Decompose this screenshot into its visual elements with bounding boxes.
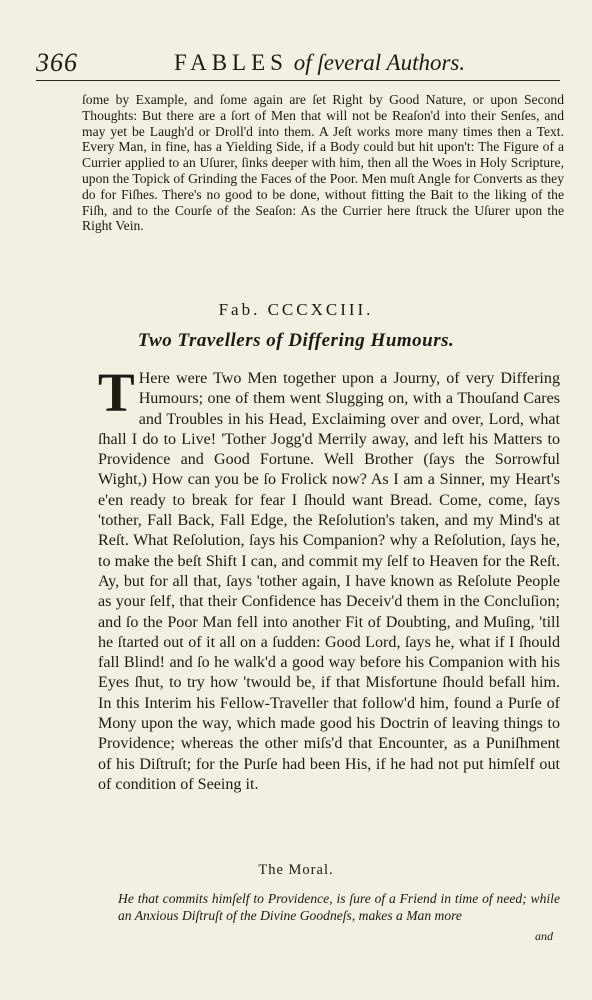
previous-fable-continuation: ſome by Example, and ſome again are ſet Right by Good Nature, or upon Second Thoughts: But there are a ſort of Men that will not be Reaſon'd into their Senſes, and may yet be Laugh'd or Droll'd into them. A Jeſt works more many times then a Text. Every Man, in fine, has a Yielding Side, if a Body could but hit upon't: The Figure of a Currier applied to an Uſurer, ſinks deeper with him, then all the Woes in Holy Scripture, upon the Topick of Grinding the Faces of the Poor. Men muſt Angle for Converts as they do for Fiſhes. There's no good to be done, without fitting the Bait to the liking of the Fiſh, and to the Courſe of the Seaſon: As the Currier here ſtruck the Uſurer upon the Right Vein. [82,92,564,234]
drop-cap: T [98,362,135,423]
fable-title: Two Travellers of Differing Humours. [137,330,455,351]
fable-text: Here were Two Men together upon a Journy, of very Differing Humours; one of them went Slugging on, with a Thouſand Cares and Troubles in his Head, Exclaiming over and over, Lord, what ſhall I do to Live! 'Tother Jogg'd Merrily away, and left his Matters to Providence and Good Fortune. Well Brother (ſays the Sorrowful Wight,) How can you be ſo Frolick now? As I am a Sinner, my Heart's e'en ready to break for fear I ſhould want Bread. Come, come, ſays 'tother, Fall Back, Fall Edge, the Reſolution's taken, and my Mind's at Reſt. What Reſolution, ſays his Companion? why a Reſolution, ſays he, to make the beſt Shift I can, and commit my ſelf to Heaven for the Reſt. Ay, but for all that, ſays 'tother again, I have known as Reſolute People as your ſelf, that their Confidence has Deceiv'd them in the Concluſion; and ſo the Poor Man fell into another Fit of Doubting, and Muſing, 'till he ſtarted out of it all on a ſudden: Good Lord, ſays he, what if I ſhould fall Blind! and ſo he walk'd a good way before his Companion with his Eyes ſhut, to try how 'twould be, if that Misfortune ſhould befall him. In this Interim his Fellow-Traveller that follow'd him, found a Purſe of Mony upon the way, which made good his Doctrin of leaving things to Providence; whereas the other miſs'd that Encounter, as a Puniſhment of his Diſtruſt; for the Purſe had been His, if he had not put himſelf out of condition of Seeing it. [98,370,560,793]
catchword: and [535,929,553,943]
fable-number: Fab. CCCXCIII. [218,300,374,319]
running-head-main: FABLES [174,50,288,75]
running-head-sub: of ſeveral Authors. [293,50,466,75]
page-header [36,48,560,78]
moral-text: He that commits himſelf to Providence, is ſure of a Friend in time of need; while an Anxious Diſtruſt of the Divine Goodneſs, makes a Man more [118,891,560,924]
fable-body [98,362,560,795]
running-head [174,50,465,76]
header-rule [36,80,560,81]
page-number: 366 [36,48,78,77]
moral-heading: The Moral. [258,862,334,878]
